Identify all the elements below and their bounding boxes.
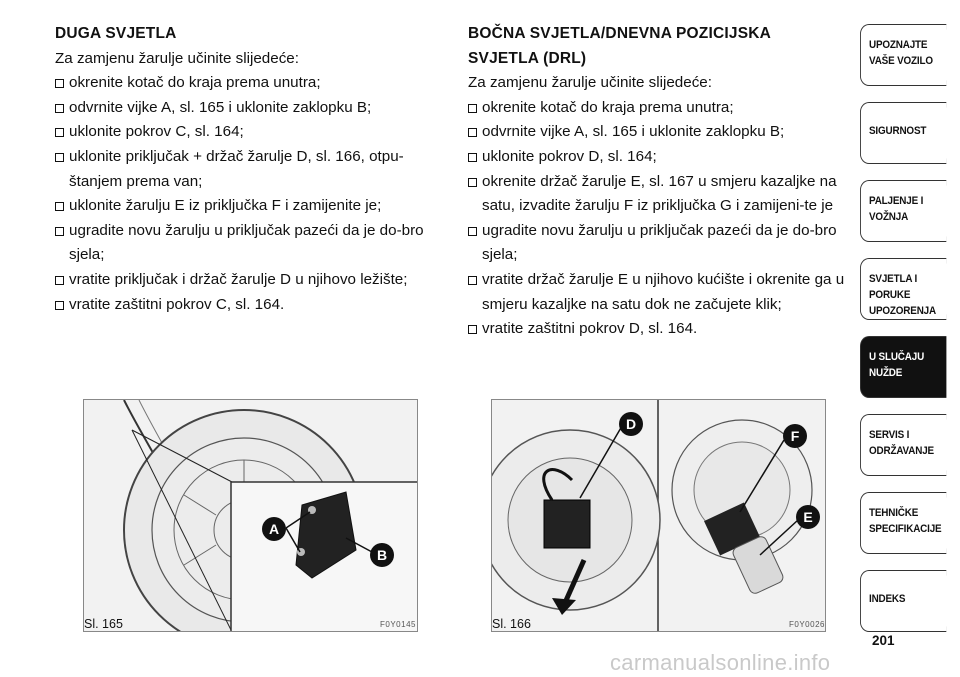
figure-code: F0Y0026 [789, 620, 825, 629]
step-list [55, 71, 445, 317]
checkbox-icon [468, 276, 477, 285]
checkbox-icon [468, 128, 477, 137]
tab-sigurnost[interactable]: SIGURNOST [860, 102, 946, 164]
list-item: vratite držač žarulje E u njihovo kućište i okrenite ga u smjeru kazaljke na satu dok ne začujete klik; [468, 268, 858, 317]
checkbox-icon [55, 276, 64, 285]
list-item: okrenite držač žarulje E, sl. 167 u smjeru kazaljke na satu, izvadite žarulju F iz priključka G i zamijeni-te je [468, 170, 858, 219]
label-b: B [376, 547, 388, 563]
watermark: carmanualsonline.info [610, 650, 831, 675]
list-item: uklonite priključak + držač žarulje D, sl. 166, otpu-štanjem prema van; [55, 145, 445, 194]
figure-caption: Sl. 165 [84, 617, 123, 631]
checkbox-icon [468, 325, 477, 334]
list-item: vratite zaštitni pokrov C, sl. 164. [55, 293, 445, 318]
checkbox-icon [468, 178, 477, 187]
checkbox-icon [55, 153, 64, 162]
section-intro: Za zamjenu žarulje učinite slijedeće: [468, 74, 712, 92]
tab-tehnicke[interactable]: TEHNIČKE SPECIFIKACIJE [860, 492, 946, 554]
checkbox-icon [55, 227, 64, 236]
section-heading: DUGA SVJETLA [55, 25, 177, 42]
section-heading-line2: SVJETLA (DRL) [468, 49, 587, 67]
right-column [468, 22, 858, 342]
figure-166 [491, 399, 826, 632]
list-item: okrenite kotač do kraja prema unutra; [468, 96, 858, 121]
list-item: okrenite kotač do kraja prema unutra; [55, 71, 445, 96]
page-number: 201 [872, 633, 895, 648]
checkbox-icon [55, 202, 64, 211]
list-item: ugradite novu žarulju u priključak pazeći da je do-bro sjela; [468, 219, 858, 268]
checkbox-icon [55, 79, 64, 88]
tab-paljenje[interactable]: PALJENJE I VOŽNJA [860, 180, 946, 242]
checkbox-icon [55, 128, 64, 137]
tab-servis[interactable]: SERVIS I ODRŽAVANJE [860, 414, 946, 476]
label-e: E [803, 509, 813, 525]
checkbox-icon [55, 104, 64, 113]
section-intro: Za zamjenu žarulje učinite slijedeće: [55, 49, 299, 67]
tab-indeks[interactable]: INDEKS [860, 570, 946, 632]
list-item: vratite zaštitni pokrov D, sl. 164. [468, 317, 858, 342]
figure-code: F0Y0145 [380, 620, 416, 629]
bulb-holder-illustration [492, 400, 826, 632]
section-heading: BOČNA SVJETLA/DNEVNA POZICIJSKA [468, 25, 772, 42]
tab-upoznajte[interactable]: UPOZNAJTE VAŠE VOZILO [860, 24, 946, 86]
checkbox-icon [468, 153, 477, 162]
list-item: uklonite pokrov D, sl. 164; [468, 145, 858, 170]
checkbox-icon [468, 104, 477, 113]
list-item: odvrnite vijke A, sl. 165 i uklonite zaklopku B; [468, 120, 858, 145]
tab-u-slucaju-nuzde[interactable]: U SLUČAJU NUŽDE [860, 336, 946, 398]
chapter-sidebar [860, 24, 960, 632]
figure-caption: Sl. 166 [492, 617, 531, 631]
step-list [468, 96, 858, 342]
label-a: A [268, 521, 280, 537]
wheel-arch-illustration [84, 400, 418, 632]
label-d: D [625, 416, 637, 432]
list-item: vratite priključak i držač žarulje D u njihovo ležište; [55, 268, 445, 293]
left-column [55, 22, 445, 317]
figure-165 [83, 399, 418, 632]
tab-svjetla[interactable]: SVJETLA I PORUKE UPOZORENJA [860, 258, 946, 320]
list-item: uklonite pokrov C, sl. 164; [55, 120, 445, 145]
checkbox-icon [468, 227, 477, 236]
list-item: odvrnite vijke A, sl. 165 i uklonite zaklopku B; [55, 96, 445, 121]
list-item: ugradite novu žarulju u priključak pazeći da je do-bro sjela; [55, 219, 445, 268]
checkbox-icon [55, 301, 64, 310]
label-f: F [790, 428, 800, 444]
list-item: uklonite žarulju E iz priključka F i zamijenite je; [55, 194, 445, 219]
